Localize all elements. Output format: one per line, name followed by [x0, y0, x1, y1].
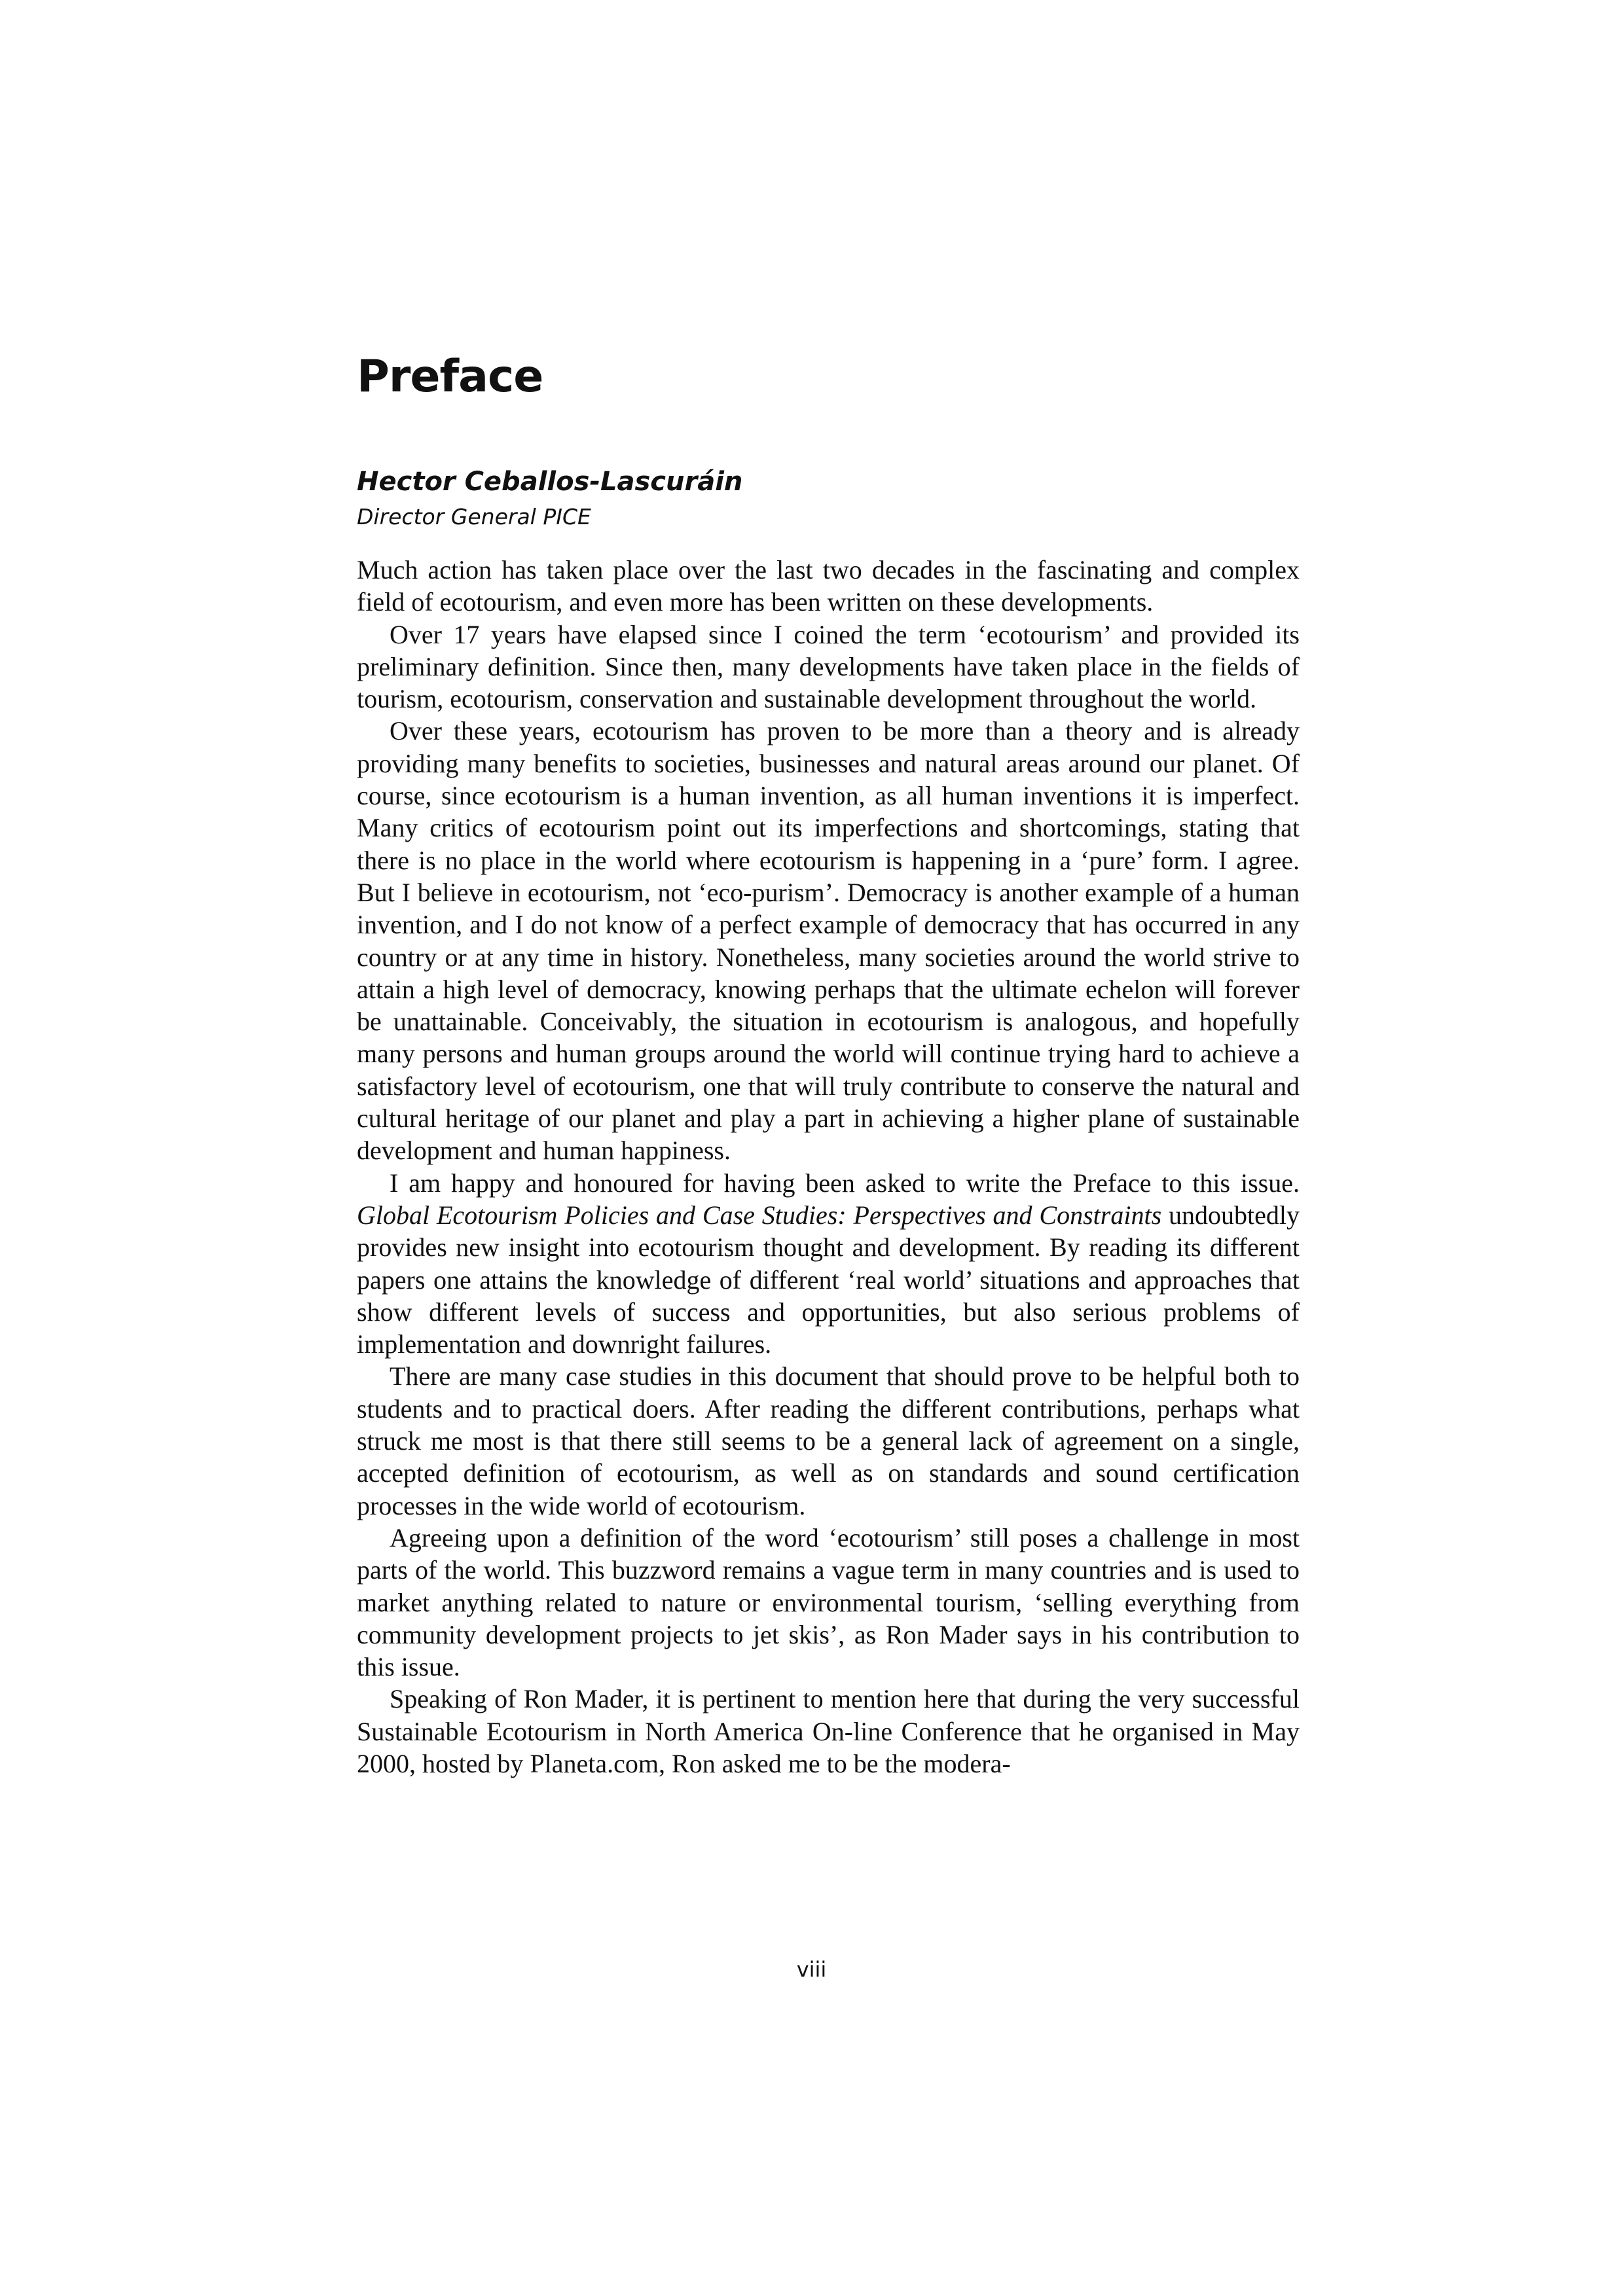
paragraph-4-rest: undoubtedly provides new insight into ecotourism thought and development. By reading its different papers one attains the knowledge of different ‘real world’ situations and approaches that show different levels of success and opportunities, but also serious problems of implementation and downright failures.: [357, 1200, 1300, 1359]
paragraph-6: Agreeing upon a definition of the word ‘ecotourism’ still poses a challenge in most parts of the world. This buzzword remains a vague term in many countries and is used to market anything related to nature or environmental tourism, ‘selling everything from community development projects to jet skis’, as Ron Mader says in his contribution to this issue.: [357, 1522, 1300, 1682]
author-role: Director General PICE: [357, 504, 591, 529]
paragraph-3: Over these years, ecotourism has proven to be more than a theory and is already providing many benefits to societies, businesses and natural areas around our planet. Of course, since ecotourism is a human invention, as all human inventions it is imperfect. Many critics of ecotourism point out its imperfections and shortcomings, stating that there is no place in the world where ecotourism is happening in a ‘pure’ form. I agree. But I believe in ecotourism, not ‘eco-purism’. Democracy is another example of a human invention, and I do not know of a perfect example of democracy that has occurred in any country or at any time in history. Nonetheless, many societies around the world strive to attain a high level of democracy, knowing perhaps that the ultimate echelon will forever be unattainable. Conceivably, the situation in ecotourism is analogous, and hopefully many persons and human groups around the world will continue trying hard to achieve a satisfactory level of ecotourism, one that will truly contribute to conserve the natural and cultural heritage of our planet and play a part in achieving a higher plane of sustainable development and human happiness.: [357, 716, 1300, 1166]
book-title: Global Ecotourism Policies and Case Studies: Perspectives and Constraints: [357, 1200, 1162, 1230]
paragraph-7: Speaking of Ron Mader, it is pertinent to mention here that during the very successful Sustainable Ecotourism in North America On-line Conference that he organised in May 2000, hosted by Planeta.com, Ron asked me to be the modera-: [357, 1684, 1300, 1778]
paragraph-4-intro: I am happy and honoured for having been asked to write the Preface to this issue.: [390, 1168, 1300, 1198]
preface-body: [357, 554, 1300, 1780]
paragraph-1: Much action has taken place over the last two decades in the fascinating and complex field of ecotourism, and even more has been written on these developments.: [357, 555, 1300, 617]
paragraph-4: [357, 1167, 1300, 1361]
page-number: viii: [796, 1957, 827, 1982]
author-name: Hector Ceballos-Lascuráin: [357, 467, 743, 497]
paragraph-5: There are many case studies in this document that should prove to be helpful both to students and to practical doers. After reading the different contributions, perhaps what struck me most is that there still seems to be a general lack of agreement on a single, accepted definition of ecotourism, as well as on standards and sound certification processes in the wide world of ecotourism.: [357, 1361, 1300, 1520]
page-title: Preface: [357, 351, 543, 403]
paragraph-2: Over 17 years have elapsed since I coined the term ‘ecotourism’ and provided its preliminary definition. Since then, many developments have taken place in the fields of tourism, ecotourism, conservation and sustainable development throughout the world.: [357, 619, 1300, 714]
